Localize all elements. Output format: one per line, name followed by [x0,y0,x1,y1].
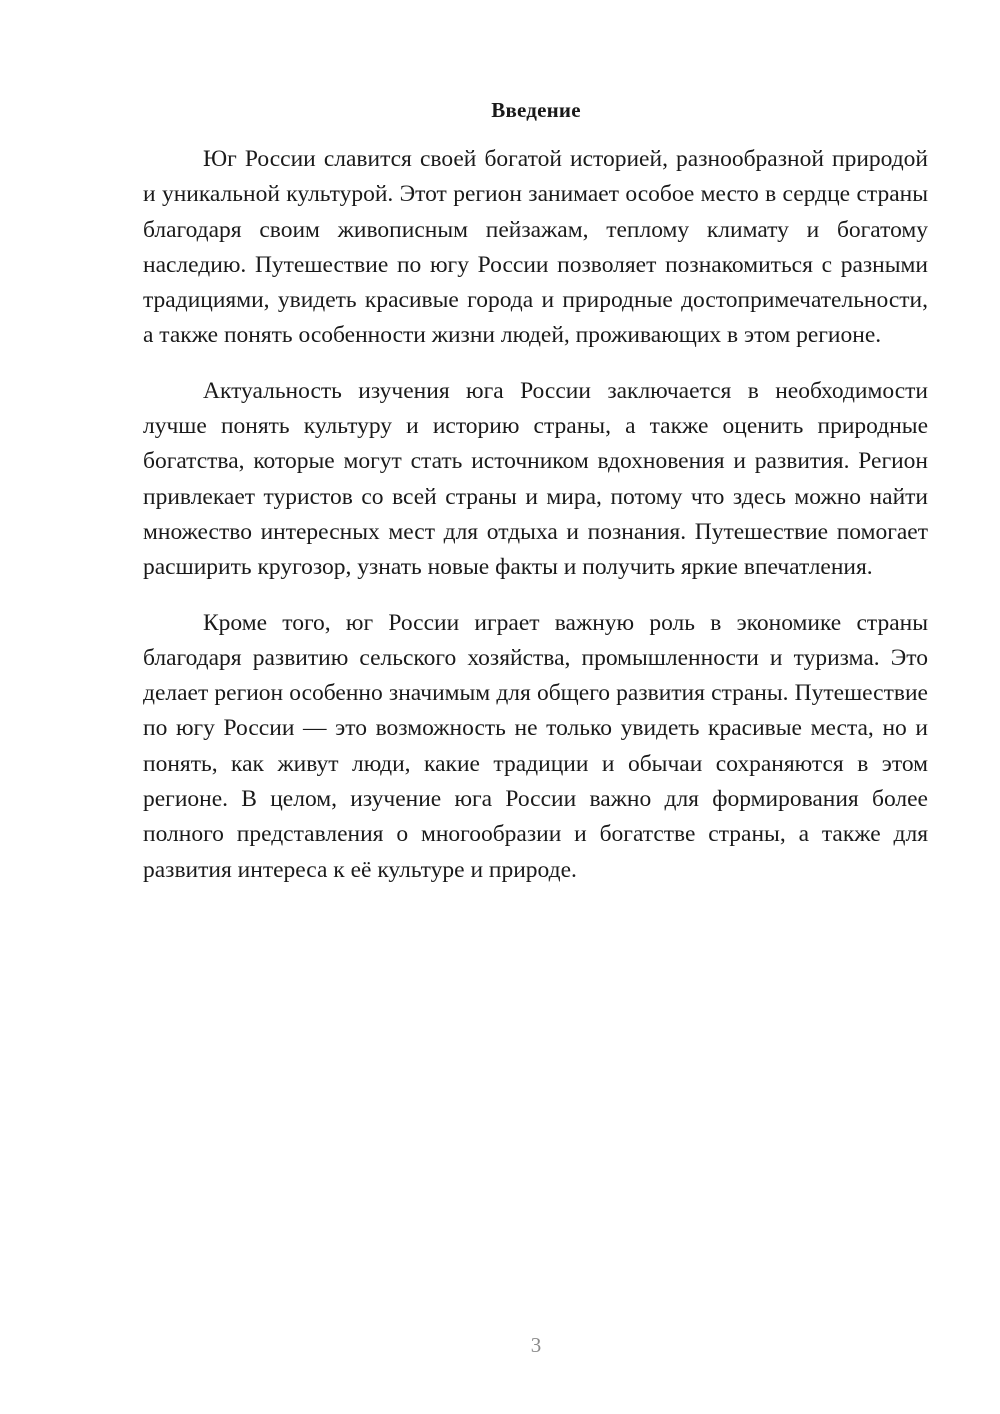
page-number: 3 [530,1333,542,1357]
body-text [143,142,928,908]
paragraph-intro: Юг России славится своей богатой историей, разнообразной природой и уникальной культурой. Этот регион занимает особое место в сердце страны благодаря своим живописным пейзажам, теплому климату и богатому наследию. Путешествие по югу России позволяет познакомиться с разными традициями, увидеть красивые города и природные достопримечательности, а также понять особенности жизни людей, проживающих в этом регионе. [143,146,928,349]
section-heading: Введение [491,98,581,122]
paragraph-economy: Кроме того, юг России играет важную роль в экономике страны благодаря развитию сельского хозяйства, промышленности и туризма. Это делает регион особенно значимым для общего развития страны. Путешествие по югу России — это возможность не только увидеть красивые места, но и понять, как живут люди, какие традиции и обычаи сохраняются в этом регионе. В целом, изучение юга России важно для формирования более полного представления о многообразии и богатстве страны, а также для развития интереса к её культуре и природе. [143,609,928,883]
paragraph-relevance: Актуальность изучения юга России заключается в необходимости лучше понять культуру и историю страны, а также оценить природные богатства, которые могут стать источником вдохновения и развития. Регион привлекает туристов со всей страны и мира, потому что здесь можно найти множество интересных мест для отдыха и познания. Путешествие помогает расширить кругозор, узнать новые факты и получить яркие впечатления. [143,377,928,581]
